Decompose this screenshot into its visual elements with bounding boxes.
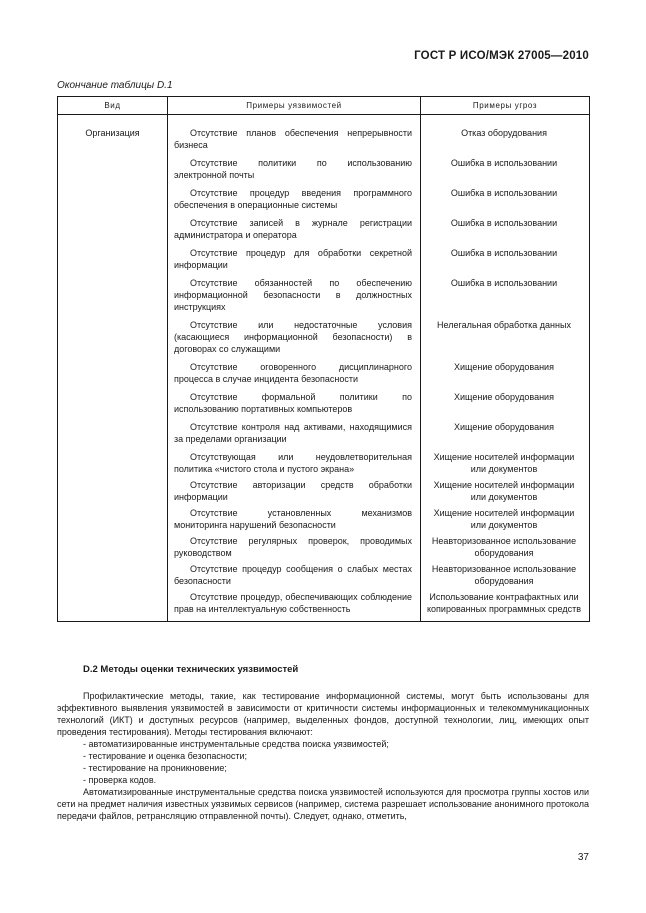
threat-text: Нелегальная обработка данных bbox=[437, 320, 571, 330]
vulnerability-text: Отсутствие политики по использованию электронной почты bbox=[174, 158, 412, 180]
vulnerability-cell bbox=[168, 277, 421, 319]
vulnerability-text: Отсутствующая или неудовлетворительная политика «чистого стола и пустого экрана» bbox=[174, 452, 412, 474]
threat-text: Неавторизованное использование оборудования bbox=[431, 536, 577, 558]
kind-cell bbox=[58, 535, 168, 563]
vulnerability-text: Отсутствие процедур сообщения о слабых местах безопасности bbox=[174, 564, 412, 586]
threat-text: Хищение оборудования bbox=[454, 392, 554, 402]
kind-cell bbox=[58, 277, 168, 319]
vulnerability-cell bbox=[168, 563, 421, 591]
threat-text: Хищение оборудования bbox=[454, 422, 554, 432]
column-header-threats: Примеры угроз bbox=[421, 97, 590, 115]
vulnerability-text: Отсутствие установленных механизмов мониторинга нарушений безопасности bbox=[174, 508, 412, 530]
column-header-kind: Вид bbox=[58, 97, 168, 115]
table-row bbox=[58, 247, 590, 277]
vulnerability-cell bbox=[168, 507, 421, 535]
table-row bbox=[58, 157, 590, 187]
kind-cell bbox=[58, 507, 168, 535]
section-title: D.2 Методы оценки технических уязвимостей bbox=[83, 664, 299, 675]
table-row bbox=[58, 535, 590, 563]
table-row bbox=[58, 391, 590, 421]
vulnerability-cell bbox=[168, 479, 421, 507]
vulnerabilities-table bbox=[57, 96, 590, 622]
threat-cell bbox=[421, 421, 590, 451]
table-row bbox=[58, 563, 590, 591]
vulnerability-text: Отсутствие обязанностей по обеспечению информационной безопасности в должностных инструкциях bbox=[174, 278, 412, 312]
threat-text: Ошибка в использовании bbox=[450, 158, 558, 168]
kind-cell bbox=[58, 157, 168, 187]
vulnerability-cell bbox=[168, 115, 421, 158]
threat-text: Хищение носителей информации или документов bbox=[433, 508, 575, 530]
threat-text: Отказ оборудования bbox=[461, 128, 547, 138]
standard-header: ГОСТ Р ИСО/МЭК 27005—2010 bbox=[414, 50, 589, 62]
table-row bbox=[58, 319, 590, 361]
vulnerability-text: Отсутствие записей в журнале регистрации администратора и оператора bbox=[174, 218, 412, 240]
threat-text: Ошибка в использовании bbox=[450, 278, 558, 288]
table-row bbox=[58, 361, 590, 391]
vulnerability-cell bbox=[168, 391, 421, 421]
kind-cell bbox=[58, 361, 168, 391]
table-row bbox=[58, 115, 590, 158]
threat-cell bbox=[421, 591, 590, 622]
list-item: - автоматизированные инструментальные средства поиска уязвимостей; bbox=[83, 739, 389, 749]
threat-cell bbox=[421, 479, 590, 507]
paragraph-automated-tools: Автоматизированные инструментальные средства поиска уязвимостей используются для просмотра группы хостов или сети на предмет наличия известных уязвимых сервисов (например, система разрешает использование анонимного протокола передачи файлов, ретрансляцию отправленной почты). Следует, однако, отметить, bbox=[57, 787, 589, 821]
vulnerability-cell bbox=[168, 361, 421, 391]
table-row bbox=[58, 479, 590, 507]
table-row bbox=[58, 421, 590, 451]
vulnerability-text: Отсутствие процедур для обработки секретной информации bbox=[174, 248, 412, 270]
table-row bbox=[58, 591, 590, 622]
threat-cell bbox=[421, 535, 590, 563]
vulnerability-cell bbox=[168, 451, 421, 479]
vulnerability-text: Отсутствие формальной политики по использованию портативных компьютеров bbox=[174, 392, 412, 414]
threat-cell bbox=[421, 319, 590, 361]
vulnerability-text: Отсутствие процедур, обеспечивающих соблюдение прав на интеллектуальную собственность bbox=[174, 592, 412, 614]
paragraph-methods: Профилактические методы, такие, как тестирование информационной системы, могут быть использованы для эффективного выявления уязвимостей в зависимости от критичности системы информационных и телекоммуникационных технологий (ИКТ) и доступных ресурсов (например, выделенных фондов, доступной технологии, лиц, имеющих опыт проведения тестирования). Методы тестирования включают: bbox=[57, 691, 589, 737]
table-body bbox=[58, 115, 590, 622]
kind-cell: Организация bbox=[58, 115, 168, 158]
threat-cell bbox=[421, 247, 590, 277]
threat-cell bbox=[421, 563, 590, 591]
threat-text: Использование контрафактных или копированных программных средств bbox=[427, 592, 582, 614]
vulnerability-text: Отсутствие или недостаточные условия (касающиеся информационной безопасности) в договорах со служащими bbox=[174, 320, 412, 354]
threat-cell bbox=[421, 187, 590, 217]
table-row bbox=[58, 507, 590, 535]
kind-cell bbox=[58, 319, 168, 361]
threat-text: Хищение носителей информации или документов bbox=[433, 452, 575, 474]
vulnerability-text: Отсутствие планов обеспечения непрерывности бизнеса bbox=[174, 128, 412, 150]
threat-text: Ошибка в использовании bbox=[450, 248, 558, 258]
vulnerability-cell bbox=[168, 157, 421, 187]
kind-cell bbox=[58, 563, 168, 591]
section-body bbox=[57, 690, 589, 822]
page-number: 37 bbox=[577, 852, 589, 863]
kind-cell bbox=[58, 217, 168, 247]
vulnerability-cell bbox=[168, 535, 421, 563]
threat-text: Ошибка в использовании bbox=[450, 188, 558, 198]
table-header-row bbox=[58, 97, 590, 115]
threat-cell bbox=[421, 451, 590, 479]
kind-cell bbox=[58, 391, 168, 421]
vulnerability-cell bbox=[168, 591, 421, 622]
table-row bbox=[58, 187, 590, 217]
table-caption: Окончание таблицы D.1 bbox=[57, 80, 173, 91]
table-row bbox=[58, 451, 590, 479]
threat-cell bbox=[421, 115, 590, 158]
threat-text: Неавторизованное использование оборудования bbox=[431, 564, 577, 586]
kind-cell bbox=[58, 591, 168, 622]
vulnerability-cell bbox=[168, 319, 421, 361]
threat-cell bbox=[421, 391, 590, 421]
threat-cell bbox=[421, 277, 590, 319]
kind-cell bbox=[58, 479, 168, 507]
threat-cell bbox=[421, 157, 590, 187]
list-item: - тестирование на проникновение; bbox=[83, 763, 227, 773]
vulnerability-cell bbox=[168, 247, 421, 277]
vulnerability-text: Отсутствие контроля над активами, находящимися за пределами организации bbox=[174, 422, 412, 444]
kind-cell bbox=[58, 421, 168, 451]
vulnerability-cell bbox=[168, 421, 421, 451]
threat-cell bbox=[421, 507, 590, 535]
column-header-vulnerabilities: Примеры уязвимостей bbox=[168, 97, 421, 115]
threat-cell bbox=[421, 217, 590, 247]
threat-text: Ошибка в использовании bbox=[450, 218, 558, 228]
vulnerability-text: Отсутствие авторизации средств обработки информации bbox=[174, 480, 412, 502]
vulnerability-text: Отсутствие процедур введения программного обеспечения в операционные системы bbox=[174, 188, 412, 210]
vulnerability-cell bbox=[168, 217, 421, 247]
threat-text: Хищение носителей информации или документов bbox=[433, 480, 575, 502]
kind-cell bbox=[58, 187, 168, 217]
list-item: - проверка кодов. bbox=[83, 775, 157, 785]
kind-cell bbox=[58, 247, 168, 277]
table-row bbox=[58, 277, 590, 319]
vulnerability-cell bbox=[168, 187, 421, 217]
vulnerability-text: Отсутствие оговоренного дисциплинарного процесса в случае инцидента безопасности bbox=[174, 362, 412, 384]
kind-cell bbox=[58, 451, 168, 479]
table-row bbox=[58, 217, 590, 247]
list-item: - тестирование и оценка безопасности; bbox=[83, 751, 247, 761]
threat-cell bbox=[421, 361, 590, 391]
vulnerability-text: Отсутствие регулярных проверок, проводимых руководством bbox=[174, 536, 412, 558]
threat-text: Хищение оборудования bbox=[454, 362, 554, 372]
